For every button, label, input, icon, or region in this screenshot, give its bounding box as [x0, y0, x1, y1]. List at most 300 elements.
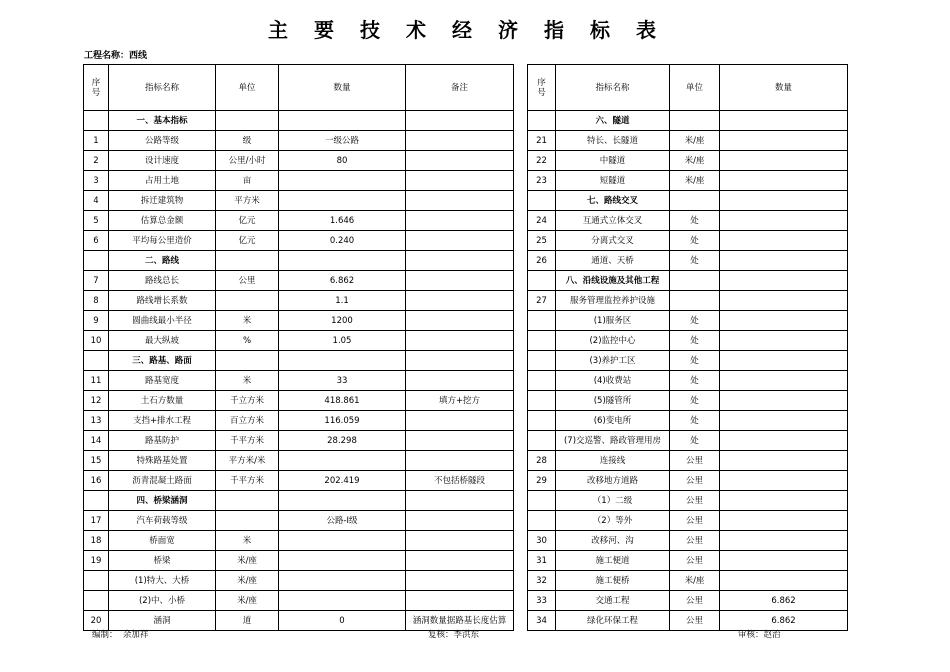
cell-unit: 千平方米 — [216, 431, 279, 451]
cell-qty: 418.861 — [279, 391, 406, 411]
cell-unit: 米/座 — [670, 131, 720, 151]
cell-qty — [279, 451, 406, 471]
cell-qty — [720, 171, 848, 191]
cell-name: 汽车荷载等级 — [109, 511, 216, 531]
left-indicator-table — [83, 64, 514, 631]
left-table-row — [84, 291, 514, 311]
cell-qty: 6.862 — [279, 271, 406, 291]
cell-qty: 0 — [279, 611, 406, 631]
header-cell: 序号 — [528, 65, 556, 111]
left-table-row — [84, 531, 514, 551]
cell-no: 19 — [84, 551, 109, 571]
cell-qty: 1.646 — [279, 211, 406, 231]
cell-note — [406, 331, 514, 351]
cell-no — [528, 271, 556, 291]
cell-note — [406, 351, 514, 371]
cell-no — [528, 331, 556, 351]
right-table-row — [528, 191, 848, 211]
cell-qty: 6.862 — [720, 611, 848, 631]
cell-no: 25 — [528, 231, 556, 251]
cell-unit: 百立方米 — [216, 411, 279, 431]
cell-unit: 公里 — [216, 271, 279, 291]
cell-unit: 级 — [216, 131, 279, 151]
right-table-row — [528, 471, 848, 491]
right-table-row — [528, 431, 848, 451]
cell-name: 二、路线 — [109, 251, 216, 271]
cell-name: 沥青混凝土路面 — [109, 471, 216, 491]
left-table-row — [84, 251, 514, 271]
header-cell: 单位 — [670, 65, 720, 111]
cell-unit: 公里 — [670, 611, 720, 631]
left-header-row — [84, 65, 514, 111]
right-table-row — [528, 491, 848, 511]
cell-note — [406, 171, 514, 191]
cell-unit: 平方米 — [216, 191, 279, 211]
cell-name: 设计速度 — [109, 151, 216, 171]
cell-note — [406, 251, 514, 271]
cell-note — [406, 111, 514, 131]
cell-no — [528, 351, 556, 371]
cell-qty — [720, 271, 848, 291]
left-table-row — [84, 111, 514, 131]
cell-unit: 亿元 — [216, 231, 279, 251]
cell-unit: 道 — [216, 611, 279, 631]
cell-name: 施工便桥 — [556, 571, 670, 591]
cell-no — [84, 591, 109, 611]
cell-name: 特长、长隧道 — [556, 131, 670, 151]
cell-no: 11 — [84, 371, 109, 391]
cell-qty: 公路-Ⅰ级 — [279, 511, 406, 531]
left-table-row — [84, 231, 514, 251]
cell-name: 一、基本指标 — [109, 111, 216, 131]
cell-unit: 公里 — [670, 511, 720, 531]
cell-qty: 0.240 — [279, 231, 406, 251]
cell-name: 桥梁 — [109, 551, 216, 571]
cell-name: 支挡+排水工程 — [109, 411, 216, 431]
cell-unit: 处 — [670, 251, 720, 271]
left-table-row — [84, 571, 514, 591]
cell-name: (1)服务区 — [556, 311, 670, 331]
cell-no: 3 — [84, 171, 109, 191]
cell-unit: % — [216, 331, 279, 351]
cell-unit — [670, 111, 720, 131]
left-table-row — [84, 171, 514, 191]
cell-name: （1）二级 — [556, 491, 670, 511]
right-table-row — [528, 231, 848, 251]
right-table-row — [528, 611, 848, 631]
cell-no: 14 — [84, 431, 109, 451]
cell-name: 改移地方道路 — [556, 471, 670, 491]
cell-name: 路基宽度 — [109, 371, 216, 391]
cell-name: 中隧道 — [556, 151, 670, 171]
cell-unit — [670, 271, 720, 291]
header-cell: 数量 — [279, 65, 406, 111]
right-table-row — [528, 511, 848, 531]
cell-no: 28 — [528, 451, 556, 471]
cell-name: (7)交巡警、路政管理用房 — [556, 431, 670, 451]
cell-name: 占用土地 — [109, 171, 216, 191]
cell-name: 路线总长 — [109, 271, 216, 291]
cell-no — [528, 391, 556, 411]
cell-no: 10 — [84, 331, 109, 351]
cell-no — [84, 491, 109, 511]
cell-note — [406, 311, 514, 331]
cell-unit — [670, 291, 720, 311]
cell-no: 17 — [84, 511, 109, 531]
header-cell: 指标名称 — [109, 65, 216, 111]
cell-no — [528, 371, 556, 391]
cell-qty: 33 — [279, 371, 406, 391]
cell-no: 13 — [84, 411, 109, 431]
left-table-row — [84, 551, 514, 571]
cell-no: 23 — [528, 171, 556, 191]
cell-unit: 平方米/米 — [216, 451, 279, 471]
cell-qty — [720, 291, 848, 311]
right-table-row — [528, 591, 848, 611]
cell-unit: 米 — [216, 371, 279, 391]
cell-qty — [720, 251, 848, 271]
right-table-row — [528, 251, 848, 271]
cell-name: 路基防护 — [109, 431, 216, 451]
left-table-row — [84, 131, 514, 151]
cell-qty — [720, 371, 848, 391]
cell-unit: 公里 — [670, 551, 720, 571]
left-table-row — [84, 191, 514, 211]
cell-no: 12 — [84, 391, 109, 411]
cell-qty — [720, 311, 848, 331]
cell-qty — [720, 471, 848, 491]
cell-qty — [279, 571, 406, 591]
right-table-row — [528, 331, 848, 351]
cell-unit — [216, 351, 279, 371]
cell-qty: 1.05 — [279, 331, 406, 351]
cell-no — [528, 411, 556, 431]
cell-name: 估算总金额 — [109, 211, 216, 231]
right-table-row — [528, 391, 848, 411]
cell-qty — [720, 131, 848, 151]
cell-qty — [720, 511, 848, 531]
cell-unit: 米/座 — [670, 151, 720, 171]
cell-qty — [279, 351, 406, 371]
cell-name: 交通工程 — [556, 591, 670, 611]
left-table-row — [84, 411, 514, 431]
header-cell: 指标名称 — [556, 65, 670, 111]
cell-no — [528, 311, 556, 331]
cell-note: 不包括桥隧段 — [406, 471, 514, 491]
cell-qty — [720, 451, 848, 471]
cell-unit: 千平方米 — [216, 471, 279, 491]
cell-no: 31 — [528, 551, 556, 571]
cell-name: 涵洞 — [109, 611, 216, 631]
cell-qty: 202.419 — [279, 471, 406, 491]
cell-name: 通道、天桥 — [556, 251, 670, 271]
cell-note — [406, 551, 514, 571]
cell-name: 连接线 — [556, 451, 670, 471]
right-table-row — [528, 351, 848, 371]
cell-qty — [720, 351, 848, 371]
left-table-row — [84, 491, 514, 511]
cell-name: 圆曲线最小半径 — [109, 311, 216, 331]
right-header-row — [528, 65, 848, 111]
header-cell: 序号 — [84, 65, 109, 111]
cell-name: (2)中、小桥 — [109, 591, 216, 611]
cell-qty — [720, 211, 848, 231]
cell-qty — [279, 251, 406, 271]
cell-no: 26 — [528, 251, 556, 271]
cell-name: 六、隧道 — [556, 111, 670, 131]
right-table-row — [528, 571, 848, 591]
cell-unit — [216, 291, 279, 311]
cell-name: 八、沿线设施及其他工程 — [556, 271, 670, 291]
cell-qty — [720, 551, 848, 571]
cell-no: 18 — [84, 531, 109, 551]
cell-name: 四、桥梁涵洞 — [109, 491, 216, 511]
cell-note — [406, 271, 514, 291]
cell-unit: 处 — [670, 391, 720, 411]
cell-unit: 公里/小时 — [216, 151, 279, 171]
cell-unit — [216, 251, 279, 271]
cell-unit: 处 — [670, 311, 720, 331]
cell-qty — [279, 191, 406, 211]
cell-unit: 公里 — [670, 451, 720, 471]
cell-unit — [670, 191, 720, 211]
cell-name: （2）等外 — [556, 511, 670, 531]
cell-name: 三、路基、路面 — [109, 351, 216, 371]
cell-note — [406, 591, 514, 611]
header-cell: 数量 — [720, 65, 848, 111]
cell-name: 拆迁建筑物 — [109, 191, 216, 211]
cell-no — [84, 571, 109, 591]
cell-no — [84, 351, 109, 371]
cell-name: 服务管理监控养护设施 — [556, 291, 670, 311]
left-table-row — [84, 151, 514, 171]
cell-unit: 公里 — [670, 531, 720, 551]
cell-note — [406, 531, 514, 551]
cell-name: 改移河、沟 — [556, 531, 670, 551]
cell-no — [84, 111, 109, 131]
cell-note — [406, 291, 514, 311]
cell-qty — [720, 391, 848, 411]
right-table-row — [528, 151, 848, 171]
cell-qty — [279, 551, 406, 571]
cell-name: (1)特大、大桥 — [109, 571, 216, 591]
cell-no: 9 — [84, 311, 109, 331]
left-table-row — [84, 391, 514, 411]
cell-unit: 公里 — [670, 491, 720, 511]
cell-no — [528, 491, 556, 511]
cell-unit: 米 — [216, 311, 279, 331]
cell-no — [528, 111, 556, 131]
cell-no: 5 — [84, 211, 109, 231]
cell-unit: 处 — [670, 211, 720, 231]
project-name: 工程名称：西线 — [84, 51, 148, 61]
cell-no: 15 — [84, 451, 109, 471]
cell-name: 公路等级 — [109, 131, 216, 151]
cell-name: (6)变电所 — [556, 411, 670, 431]
cell-unit: 米/座 — [670, 171, 720, 191]
cell-note — [406, 451, 514, 471]
right-table-row — [528, 531, 848, 551]
cell-note — [406, 231, 514, 251]
cell-name: 施工便道 — [556, 551, 670, 571]
cell-note: 填方+挖方 — [406, 391, 514, 411]
cell-name: (3)养护工区 — [556, 351, 670, 371]
cell-qty — [279, 531, 406, 551]
cell-qty — [720, 191, 848, 211]
reviewer-label: 审核： — [738, 630, 764, 640]
cell-note — [406, 211, 514, 231]
right-table-row — [528, 371, 848, 391]
right-table-row — [528, 311, 848, 331]
cell-note — [406, 131, 514, 151]
cell-no: 16 — [84, 471, 109, 491]
cell-qty — [720, 231, 848, 251]
cell-no — [528, 191, 556, 211]
editor-name: 余加祥 — [122, 630, 149, 640]
left-table-row — [84, 511, 514, 531]
cell-note — [406, 151, 514, 171]
cell-unit: 亩 — [216, 171, 279, 191]
cell-note — [406, 571, 514, 591]
left-table-row — [84, 431, 514, 451]
cell-no: 2 — [84, 151, 109, 171]
cell-unit: 公里 — [670, 471, 720, 491]
cell-name: 互通式立体交叉 — [556, 211, 670, 231]
cell-name: 路线增长系数 — [109, 291, 216, 311]
left-table-row — [84, 211, 514, 231]
left-table-row — [84, 471, 514, 491]
checker-label: 复核： — [428, 630, 454, 640]
cell-qty — [720, 111, 848, 131]
left-table-row — [84, 351, 514, 371]
cell-unit: 处 — [670, 231, 720, 251]
cell-note — [406, 511, 514, 531]
right-table-row — [528, 291, 848, 311]
cell-qty: 1200 — [279, 311, 406, 331]
cell-no: 7 — [84, 271, 109, 291]
cell-unit: 公里 — [670, 591, 720, 611]
reviewer-name: 赵治 — [763, 630, 781, 640]
cell-no: 27 — [528, 291, 556, 311]
left-table-row — [84, 371, 514, 391]
left-table-row — [84, 591, 514, 611]
cell-no: 30 — [528, 531, 556, 551]
cell-qty — [279, 591, 406, 611]
cell-no: 8 — [84, 291, 109, 311]
cell-name: (5)隧管所 — [556, 391, 670, 411]
cell-no: 6 — [84, 231, 109, 251]
footer-checker — [428, 628, 479, 640]
cell-unit: 千立方米 — [216, 391, 279, 411]
right-table-row — [528, 111, 848, 131]
cell-qty: 6.862 — [720, 591, 848, 611]
cell-unit — [216, 491, 279, 511]
cell-qty: 1.1 — [279, 291, 406, 311]
right-table-row — [528, 451, 848, 471]
cell-name: 分离式交叉 — [556, 231, 670, 251]
left-table-row — [84, 271, 514, 291]
cell-no: 34 — [528, 611, 556, 631]
right-table-row — [528, 411, 848, 431]
cell-unit: 亿元 — [216, 211, 279, 231]
page-title: 主要技术经济指标表 — [268, 18, 682, 42]
header-cell: 单位 — [216, 65, 279, 111]
cell-unit: 米/座 — [216, 571, 279, 591]
cell-name: 七、路线交叉 — [556, 191, 670, 211]
cell-unit: 米/座 — [670, 571, 720, 591]
cell-unit: 处 — [670, 351, 720, 371]
cell-unit: 米 — [216, 531, 279, 551]
cell-name: 平均每公里造价 — [109, 231, 216, 251]
cell-no: 22 — [528, 151, 556, 171]
cell-unit: 处 — [670, 411, 720, 431]
cell-no: 20 — [84, 611, 109, 631]
cell-name: (4)收费站 — [556, 371, 670, 391]
cell-no: 29 — [528, 471, 556, 491]
cell-qty — [720, 571, 848, 591]
cell-note: 涵洞数量据路基长度估算 — [406, 611, 514, 631]
cell-note — [406, 411, 514, 431]
right-table-row — [528, 171, 848, 191]
cell-no — [528, 511, 556, 531]
cell-unit — [216, 111, 279, 131]
cell-note — [406, 491, 514, 511]
cell-qty: 80 — [279, 151, 406, 171]
editor-label: 编制： — [92, 630, 118, 640]
footer-reviewer — [738, 628, 781, 640]
cell-name: (2)监控中心 — [556, 331, 670, 351]
cell-name: 绿化环保工程 — [556, 611, 670, 631]
cell-qty — [720, 151, 848, 171]
cell-qty — [720, 491, 848, 511]
cell-name: 最大纵坡 — [109, 331, 216, 351]
right-table-row — [528, 551, 848, 571]
cell-qty: 一级公路 — [279, 131, 406, 151]
cell-qty — [720, 411, 848, 431]
header-cell: 备注 — [406, 65, 514, 111]
cell-note — [406, 371, 514, 391]
right-table-row — [528, 131, 848, 151]
cell-unit: 米/座 — [216, 551, 279, 571]
cell-qty — [720, 531, 848, 551]
cell-note — [406, 191, 514, 211]
cell-unit: 处 — [670, 371, 720, 391]
cell-no: 24 — [528, 211, 556, 231]
cell-no: 32 — [528, 571, 556, 591]
left-table-row — [84, 331, 514, 351]
cell-no — [84, 251, 109, 271]
cell-qty — [279, 111, 406, 131]
cell-name: 特殊路基处置 — [109, 451, 216, 471]
right-table-row — [528, 271, 848, 291]
cell-note — [406, 431, 514, 451]
right-indicator-table — [527, 64, 848, 631]
cell-unit: 米/座 — [216, 591, 279, 611]
cell-no — [528, 431, 556, 451]
right-table-row — [528, 211, 848, 231]
footer-editor — [92, 628, 148, 640]
checker-name: 李洪东 — [453, 630, 480, 640]
cell-unit — [216, 511, 279, 531]
cell-name: 短隧道 — [556, 171, 670, 191]
cell-qty — [720, 331, 848, 351]
cell-no: 4 — [84, 191, 109, 211]
cell-qty — [279, 491, 406, 511]
cell-unit: 处 — [670, 331, 720, 351]
cell-qty: 116.059 — [279, 411, 406, 431]
cell-qty — [279, 171, 406, 191]
cell-qty — [720, 431, 848, 451]
